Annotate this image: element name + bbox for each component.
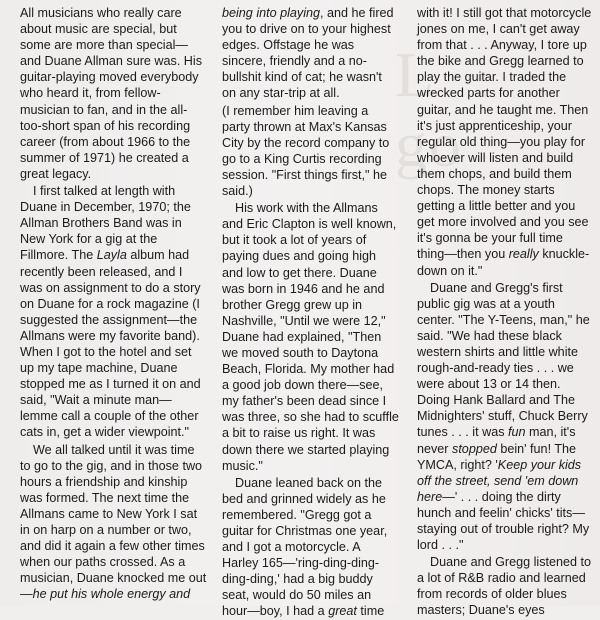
paragraph: All musicians who really care about music are special, but some are more than special—and Duane Allman sure was. His guitar-playing moved everybody who heard it, from fellow-musician to fan, and in the all-too-short span of his recording career (from about 1966 to the summer of 1971) he created a great legacy. bbox=[20, 6, 203, 181]
paragraph: Duane leaned back on the bed and grinned widely as he remembered. "Gregg got a guitar for Christmas one year, and I got a motorcycle. A Harley 165—'ring-ding-ding-ding-ding,' had a big buddy seat, would do 50 miles an hour—boy, I had a great time bbox=[222, 475, 388, 619]
text-column-2 bbox=[222, 5, 399, 619]
text-column-3 bbox=[417, 5, 593, 618]
text-column-1 bbox=[20, 5, 208, 606]
paragraph: Duane and Gregg listened to a lot of R&B radio and learned from records of older blues masters; Duane's eyes bbox=[417, 555, 592, 618]
paragraph: (I remember him leaving a party thrown at Max's Kansas City by the record company to go to a King Curtis recording session. "First things first," he said.) bbox=[222, 103, 390, 199]
watermark-line: L bbox=[395, 39, 437, 110]
paragraph: with it! I still got that motorcycle jones on me, I can't get away from that . . . Anyway, I tore up the bike and Gregg learned to play the guitar. I traded the wrecked parts for another guitar, and he taught me. Then it's just apprenticeship, your regular old thing—you play for whoever will listen and build them chops, and build them chops. The money starts getting a little better and you get more involved and you see it's gonna be your full time thing—then you really knuckle-down on it." bbox=[417, 6, 592, 278]
paragraph: Duane and Gregg's first public gig was at a youth center. "The Y-Teens, man," he said. "We had these black western shirts and little white rough-and-ready ties . . . we were about 13 or 14 then. Doing Hank Ballard and The Midnighters' stuff, Chuck Berry tunes . . . it was fun man, it's never stopped bein' fun! The YMCA, right? 'Keep your kids off the street, send 'em down here—' . . . doing the dirty hunch and feelin' chicks' tits—staying out of trouble right? My lord . . ." bbox=[417, 280, 590, 553]
paragraph: We all talked until it was time to go to the gig, and in those two hours a friendship and kinship was formed. The next time the Allmans came to New York I sat in on harp on a number or two, and did it again a few other times when our paths crossed. As a musician, Duane knocked me out—he put his whole energy and bbox=[20, 442, 207, 602]
paragraph: being into playing, and he fired you to drive on to your highest edges. Offstage he was sincere, friendly and a no-bullshit kind of cat; he wasn't on any star-trip at all. bbox=[222, 6, 394, 101]
paragraph: I first talked at length with Duane in December, 1970; the Allman Brothers Band was in New York for a gig at the Fillmore. The Layla album had recently been released, and I was on assignment to do a story on Duane for a rock magazine (I suggested the assignment—the Allmans were my favorite band). When I got to the hotel and set up my tape machine, Duane stopped me as I turned it on and said, "Wait a minute man—lemme call a couple of the other cats in, get a wider viewpoint." bbox=[20, 184, 201, 440]
watermark-line: go bbox=[395, 109, 463, 180]
paragraph: His work with the Allmans and Eric Clapton is well known, but it took a lot of years of paying dues and going high and low to get there. Duane was born in 1946 and he and brother Gregg grew up in Nashville, "Until we were 12," Duane had explained, "Then we moved south to Daytona Beach, Florida. My mother had a good job down there—see, my father's been dead since I was three, so she had to scuffle a bit to raise us right. It was down there we started playing music." bbox=[222, 201, 399, 473]
